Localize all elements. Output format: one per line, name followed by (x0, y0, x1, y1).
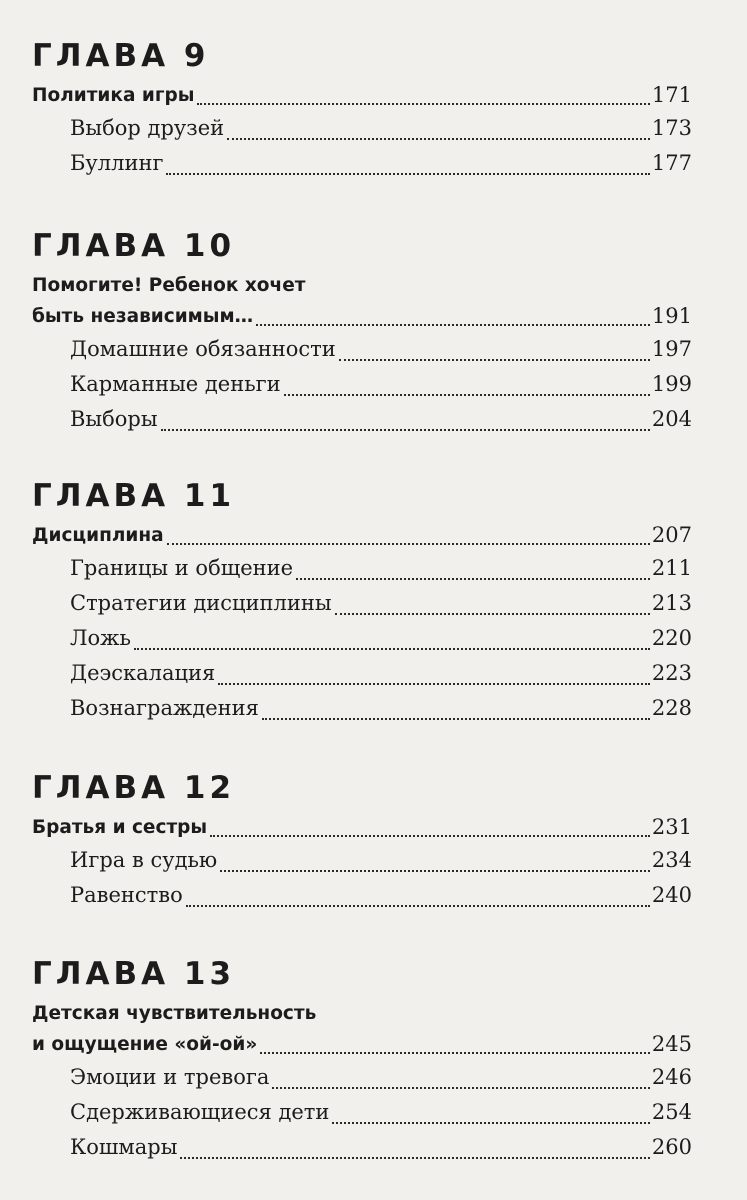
toc-entry (32, 111, 692, 146)
leader-dots (256, 324, 650, 326)
leader-dots (296, 578, 650, 580)
entry-title: Ложь (70, 626, 131, 650)
entry-title: быть независимым… (32, 306, 254, 327)
toc-entry (32, 146, 692, 181)
chapter-10 (32, 226, 692, 437)
entry-title-line1: Помогите! Ребенок хочет (32, 275, 306, 296)
leader-dots (335, 613, 650, 615)
chapter-heading: ГЛАВА 11 (32, 478, 236, 514)
toc-entry-main (32, 301, 692, 332)
toc-entry (32, 332, 692, 367)
page-number: 254 (651, 1100, 692, 1124)
page-number: 228 (651, 696, 692, 720)
entry-title: Равенство (70, 883, 183, 907)
entry-title: Сдерживающиеся дети (70, 1100, 330, 1124)
chapter-heading: ГЛАВА 10 (32, 228, 236, 264)
page-number: 177 (651, 151, 692, 175)
chapter-11 (32, 476, 692, 726)
leader-dots (272, 1087, 650, 1089)
toc-entry (32, 367, 692, 402)
toc-entry (32, 621, 692, 656)
leader-dots (220, 870, 650, 872)
leader-dots (210, 835, 650, 837)
page-number: 204 (651, 407, 692, 431)
leader-dots (339, 359, 650, 361)
toc-entry (32, 586, 692, 621)
entry-title: Дисциплина (32, 525, 164, 546)
chapter-heading: ГЛАВА 13 (32, 956, 236, 992)
page-number: 260 (651, 1135, 692, 1159)
entry-title: Выборы (70, 407, 158, 431)
page-number: 223 (651, 661, 692, 685)
leader-dots (167, 543, 650, 545)
entry-title: Домашние обязанности (70, 337, 336, 361)
page-number: 207 (651, 523, 692, 547)
entry-title: Братья и сестры (32, 817, 208, 838)
leader-dots (186, 905, 650, 907)
toc-entry (32, 878, 692, 913)
leader-dots (197, 103, 649, 105)
toc-entry-main (32, 80, 692, 111)
leader-dots (227, 138, 650, 140)
page-number: 246 (651, 1065, 692, 1089)
leader-dots (332, 1122, 649, 1124)
leader-dots (166, 173, 649, 175)
chapter-9 (32, 36, 692, 181)
toc-entry-main (32, 812, 692, 843)
page-number: 234 (651, 848, 692, 872)
toc-entry-main (32, 520, 692, 551)
entry-title: Игра в судью (70, 848, 218, 872)
entry-title: Вознаграждения (70, 696, 259, 720)
toc-entry (32, 1095, 692, 1130)
page-number: 199 (651, 372, 692, 396)
page-number: 240 (651, 883, 692, 907)
entry-title: Кошмары (70, 1135, 178, 1159)
toc-entry-main (32, 1029, 692, 1060)
entry-title: Политика игры (32, 85, 195, 106)
toc-entry (32, 1060, 692, 1095)
entry-title: Выбор друзей (70, 116, 225, 140)
page-number: 231 (651, 815, 692, 839)
entry-title: Буллинг (70, 151, 164, 175)
toc-entry (32, 656, 692, 691)
chapter-heading: ГЛАВА 9 (32, 38, 210, 74)
toc-entry (32, 551, 692, 586)
leader-dots (218, 683, 650, 685)
page-number: 245 (651, 1032, 692, 1056)
page-number: 213 (651, 591, 692, 615)
leader-dots (284, 394, 650, 396)
leader-dots (260, 1052, 650, 1054)
toc-entry (32, 402, 692, 437)
entry-title: Эмоции и тревога (70, 1065, 270, 1089)
leader-dots (161, 429, 650, 431)
toc-entry (32, 691, 692, 726)
leader-dots (180, 1157, 649, 1159)
page-number: 191 (651, 304, 692, 328)
leader-dots (262, 718, 650, 720)
page-number: 211 (651, 556, 692, 580)
entry-title: Стратегии дисциплины (70, 591, 332, 615)
entry-title-line1: Детская чувствительность (32, 1003, 317, 1024)
page-number: 197 (651, 337, 692, 361)
page-number: 173 (651, 116, 692, 140)
entry-title: Карманные деньги (70, 372, 281, 396)
toc-entry (32, 1130, 692, 1165)
entry-title: Деэскалация (70, 661, 216, 685)
leader-dots (134, 648, 650, 650)
chapter-12 (32, 768, 692, 913)
entry-title: и ощущение «ой-ой» (32, 1034, 258, 1055)
page-number: 171 (651, 83, 692, 107)
chapter-heading: ГЛАВА 12 (32, 770, 236, 806)
chapter-13 (32, 954, 692, 1165)
toc-entry (32, 843, 692, 878)
entry-title: Границы и общение (70, 556, 294, 580)
page-number: 220 (651, 626, 692, 650)
